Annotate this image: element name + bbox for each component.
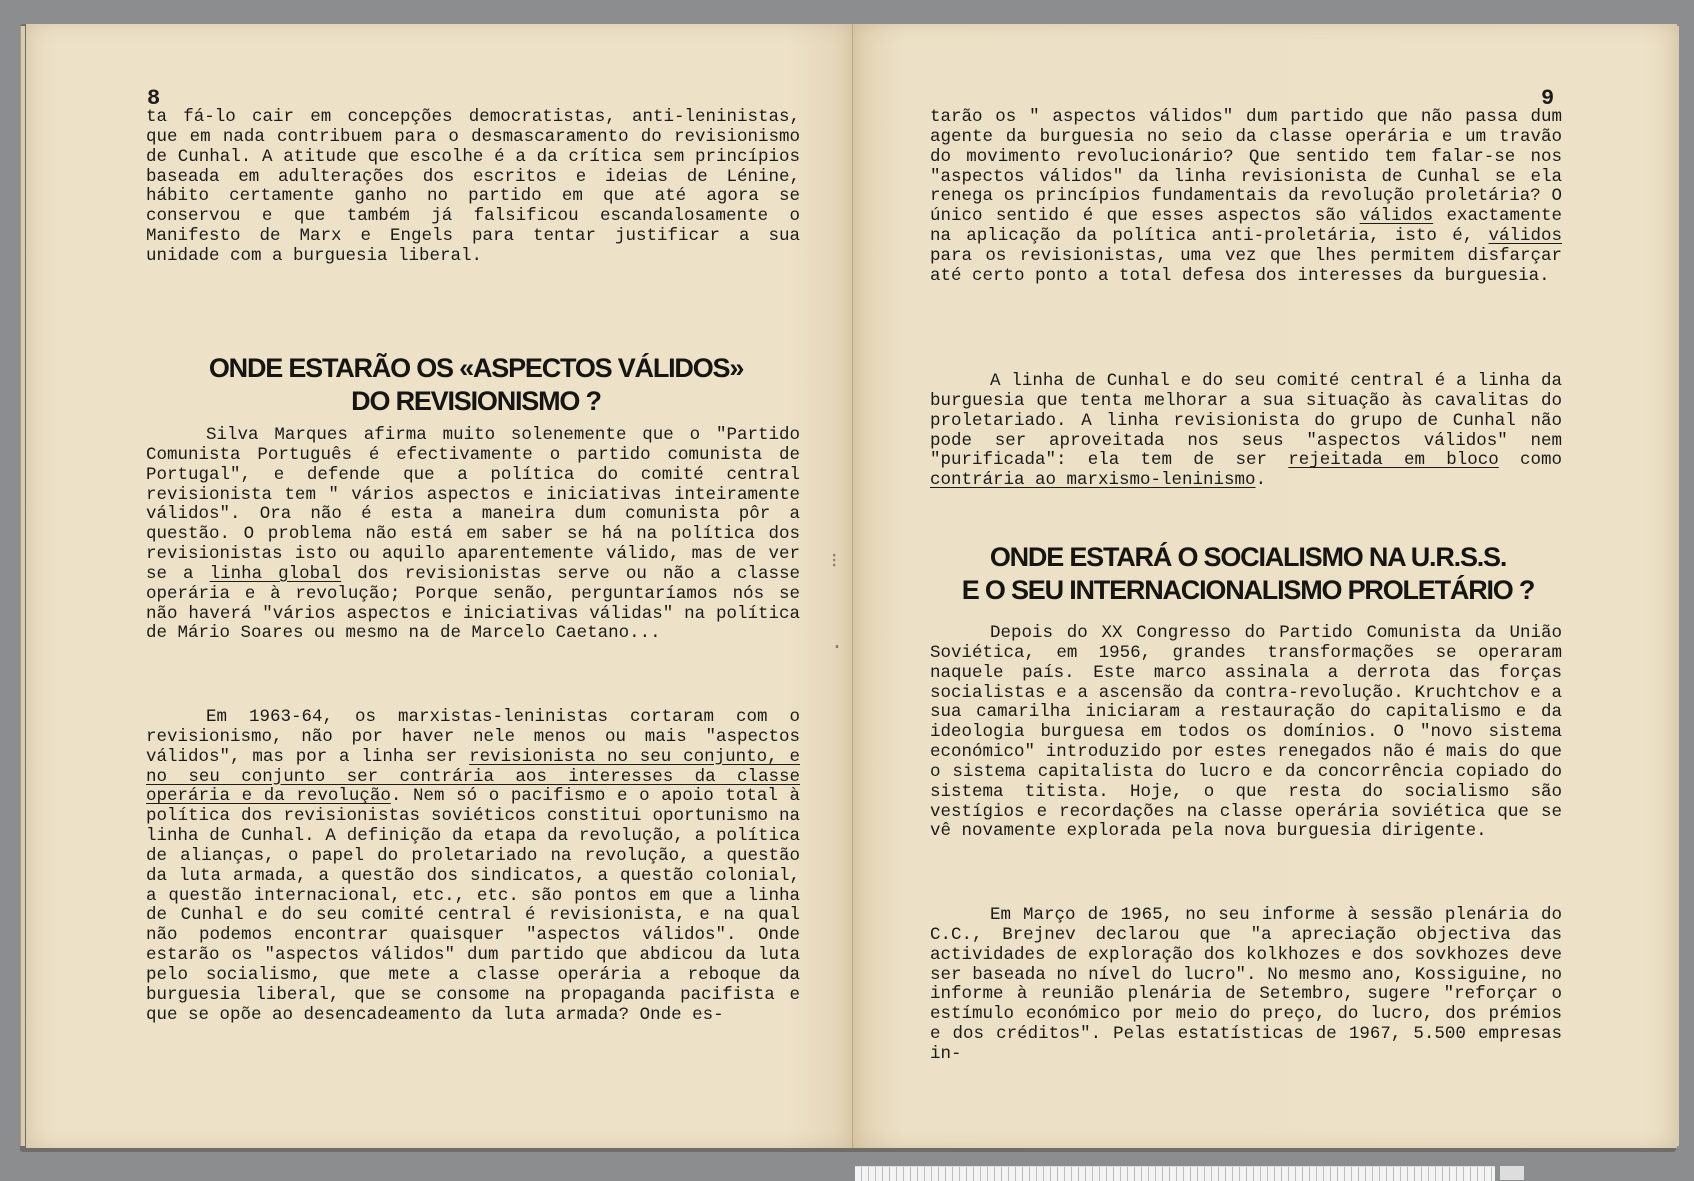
- paragraph-text: Em Março de 1965, no seu informe à sessão plenária do C.C., Brejnev declarou que "a apreciação objectiva das actividades de exploração dos kolkhozes e dos sovkhozes deve ser baseada no nível do lucro". No mesmo ano, Kossiguine, no informe à reunião plenária de Setembro, sugere "reforçar o estímulo económico por meio do preço, do lucro, dos prémios e dos créditos". Pelas estatísticas de 1967, 5.500 empresas in-: [930, 905, 1562, 1064]
- text-run: A linha de Cunhal e do seu comité central é a linha da burguesia que tenta melhorar a sua situação às cavalitas do proletariado. A linha revisionista do grupo de Cunhal não pode ser aproveitada nos seus "aspectos válidos" nem "purificada": ela tem de ser: [930, 371, 1562, 471]
- binding-staple-mark: ·: [831, 636, 844, 659]
- underlined-text: válidos: [1359, 206, 1434, 227]
- paragraph-text: Depois do XX Congresso do Partido Comunista da União Soviética, em 1956, grandes transformações se operaram naquele país. Este marco assinala a derrota das forças socialistas e a ascensão da contra-revolução. Kruchtchov e a sua camarilha iniciaram a restauração do capitalismo e da ideologia burguesa em todos os domínios. O "novo sistema económico" introduzido por estes renegados não é mais do que o sistema capitalista do lucro e da concorrência copiado do sistema titista. Hoje, o que resta do socialismo são vestígios e recordações na classe operária soviética que se vê novamente explorada pela nova burguesia dirigente.: [930, 623, 1562, 842]
- text-run: Em 1963-64, os marxistas-leninistas cortaram com o revisionismo, não por haver nele menos ou mais "aspectos válidos", mas por a linha ser: [146, 707, 800, 767]
- paragraph-text: [146, 426, 800, 644]
- underlined-text: linha global: [209, 563, 342, 584]
- intro-paragraph: [146, 108, 800, 267]
- right-page: [853, 24, 1677, 1148]
- heading-line: DO REVISIONISMO ?: [351, 386, 601, 416]
- paragraph: [930, 372, 1562, 491]
- heading-line: ONDE ESTARÁ O SOCIALISMO NA U.R.S.S.: [989, 542, 1507, 572]
- text-run: . Nem só o pacifismo e o apoio total à política dos revisionistas soviéticos constitui oportunismo na linha de Cunhal. A definição da etapa da revolução, a política de alianças, o papel do proletariado na revolução, a questão da luta armada, a questão dos sindicatos, a questão colonial, a questão internacional, etc., etc. são pontos em que a linha de Cunhal e do seu comité central é revisionista, e na qual não podemos encontrar quaisquer "aspectos válidos". Onde estarão os "aspectos válidos" dum partido que abdicou da luta pelo socialismo, que mete a classe operária a reboque da burguesia liberal, que se consome na propaganda pacifista e que se opõe ao desencadeamento da luta armada? Onde es-: [146, 786, 800, 1025]
- scale-ruler: [855, 1166, 1495, 1181]
- heading-line: E O SEU INTERNACIONALISMO PROLETÁRIO ?: [961, 575, 1535, 605]
- scale-ruler-end: [1500, 1166, 1524, 1180]
- binding-staple-mark: ⁝: [831, 551, 838, 574]
- underlined-text: rejeitada em bloco: [1288, 450, 1499, 471]
- text-run: como: [1498, 450, 1562, 471]
- paragraph-text: [146, 708, 800, 1026]
- text-run: Silva Marques afirma muito solenemente que o "Partido Comunista Português é efectivamente o partido comunista de Portugal", e defende que a política do comité central revisionista tem " vários aspectos e iniciativas inteiramente válidos". Ora não é esta a maneira dum comunista pôr a questão. O problema não está em saber se há na política dos revisionistas isto ou aquilo aparentemente válido, mas de ver se a: [146, 425, 800, 584]
- paragraph: [146, 426, 800, 644]
- paragraph: [930, 906, 1562, 1065]
- paragraph-text: ta fá-lo cair em concepções democratistas, anti-leninistas, que em nada contribuem para o desmascaramento do revisionismo de Cunhal. A atitude que escolhe é a da crítica sem princípios baseada em adulterações dos escritos e ideias de Lénine, hábito certamente ganho no partido em que até agora se conservou e que também já falsificou escandalosamente o Manifesto de Marx e Engels para tentar justificar a sua unidade com a burguesia liberal.: [146, 107, 800, 266]
- text-run: .: [1255, 470, 1267, 491]
- underlined-text: contrária ao marxismo-leninismo: [930, 470, 1256, 491]
- paragraph: [146, 708, 800, 1026]
- section-heading: [903, 541, 1593, 607]
- paragraph-text: [930, 108, 1562, 287]
- text-run: dos revisionistas serve ou não a classe operária e à revolução; Porque senão, perguntaríamos nós se não haverá "vários aspectos e iniciativas válidas" na política de Mário Soares ou mesmo na de Marcelo Caetano...: [146, 563, 800, 644]
- page-edge-left: [20, 26, 25, 1146]
- text-run: tarão os " aspectos válidos" dum partido que não passa dum agente da burguesia no seio da classe operária e um travão do movimento revolucionário? Que sentido tem falar-se nos "aspectos válidos" da linha revisionista de Cunhal se ela renega os princípios fundamentais da revolução proletária? O único sentido é que esses aspectos são: [930, 107, 1562, 227]
- paragraph-text: [930, 372, 1562, 491]
- page-number: 9: [1541, 86, 1555, 111]
- section-heading: [136, 352, 816, 418]
- heading-line: ONDE ESTARÃO OS «ASPECTOS VÁLIDOS»: [208, 353, 744, 383]
- text-run: para os revisionistas, uma vez que lhes permitem disfarçar até certo ponto a total defesa dos interesses da burguesia.: [930, 245, 1562, 286]
- paragraph: [930, 108, 1562, 287]
- paragraph: [930, 624, 1562, 842]
- left-page: [26, 24, 853, 1148]
- text-run: exactamente na aplicação da política anti-proletária, isto é,: [930, 206, 1562, 247]
- underlined-text: revisionista no seu conjunto, e no seu conjunto ser contrária aos interesses da classe operária e da revolução: [146, 746, 800, 807]
- page-number: 8: [147, 86, 161, 111]
- underlined-text: válidos: [1488, 226, 1562, 247]
